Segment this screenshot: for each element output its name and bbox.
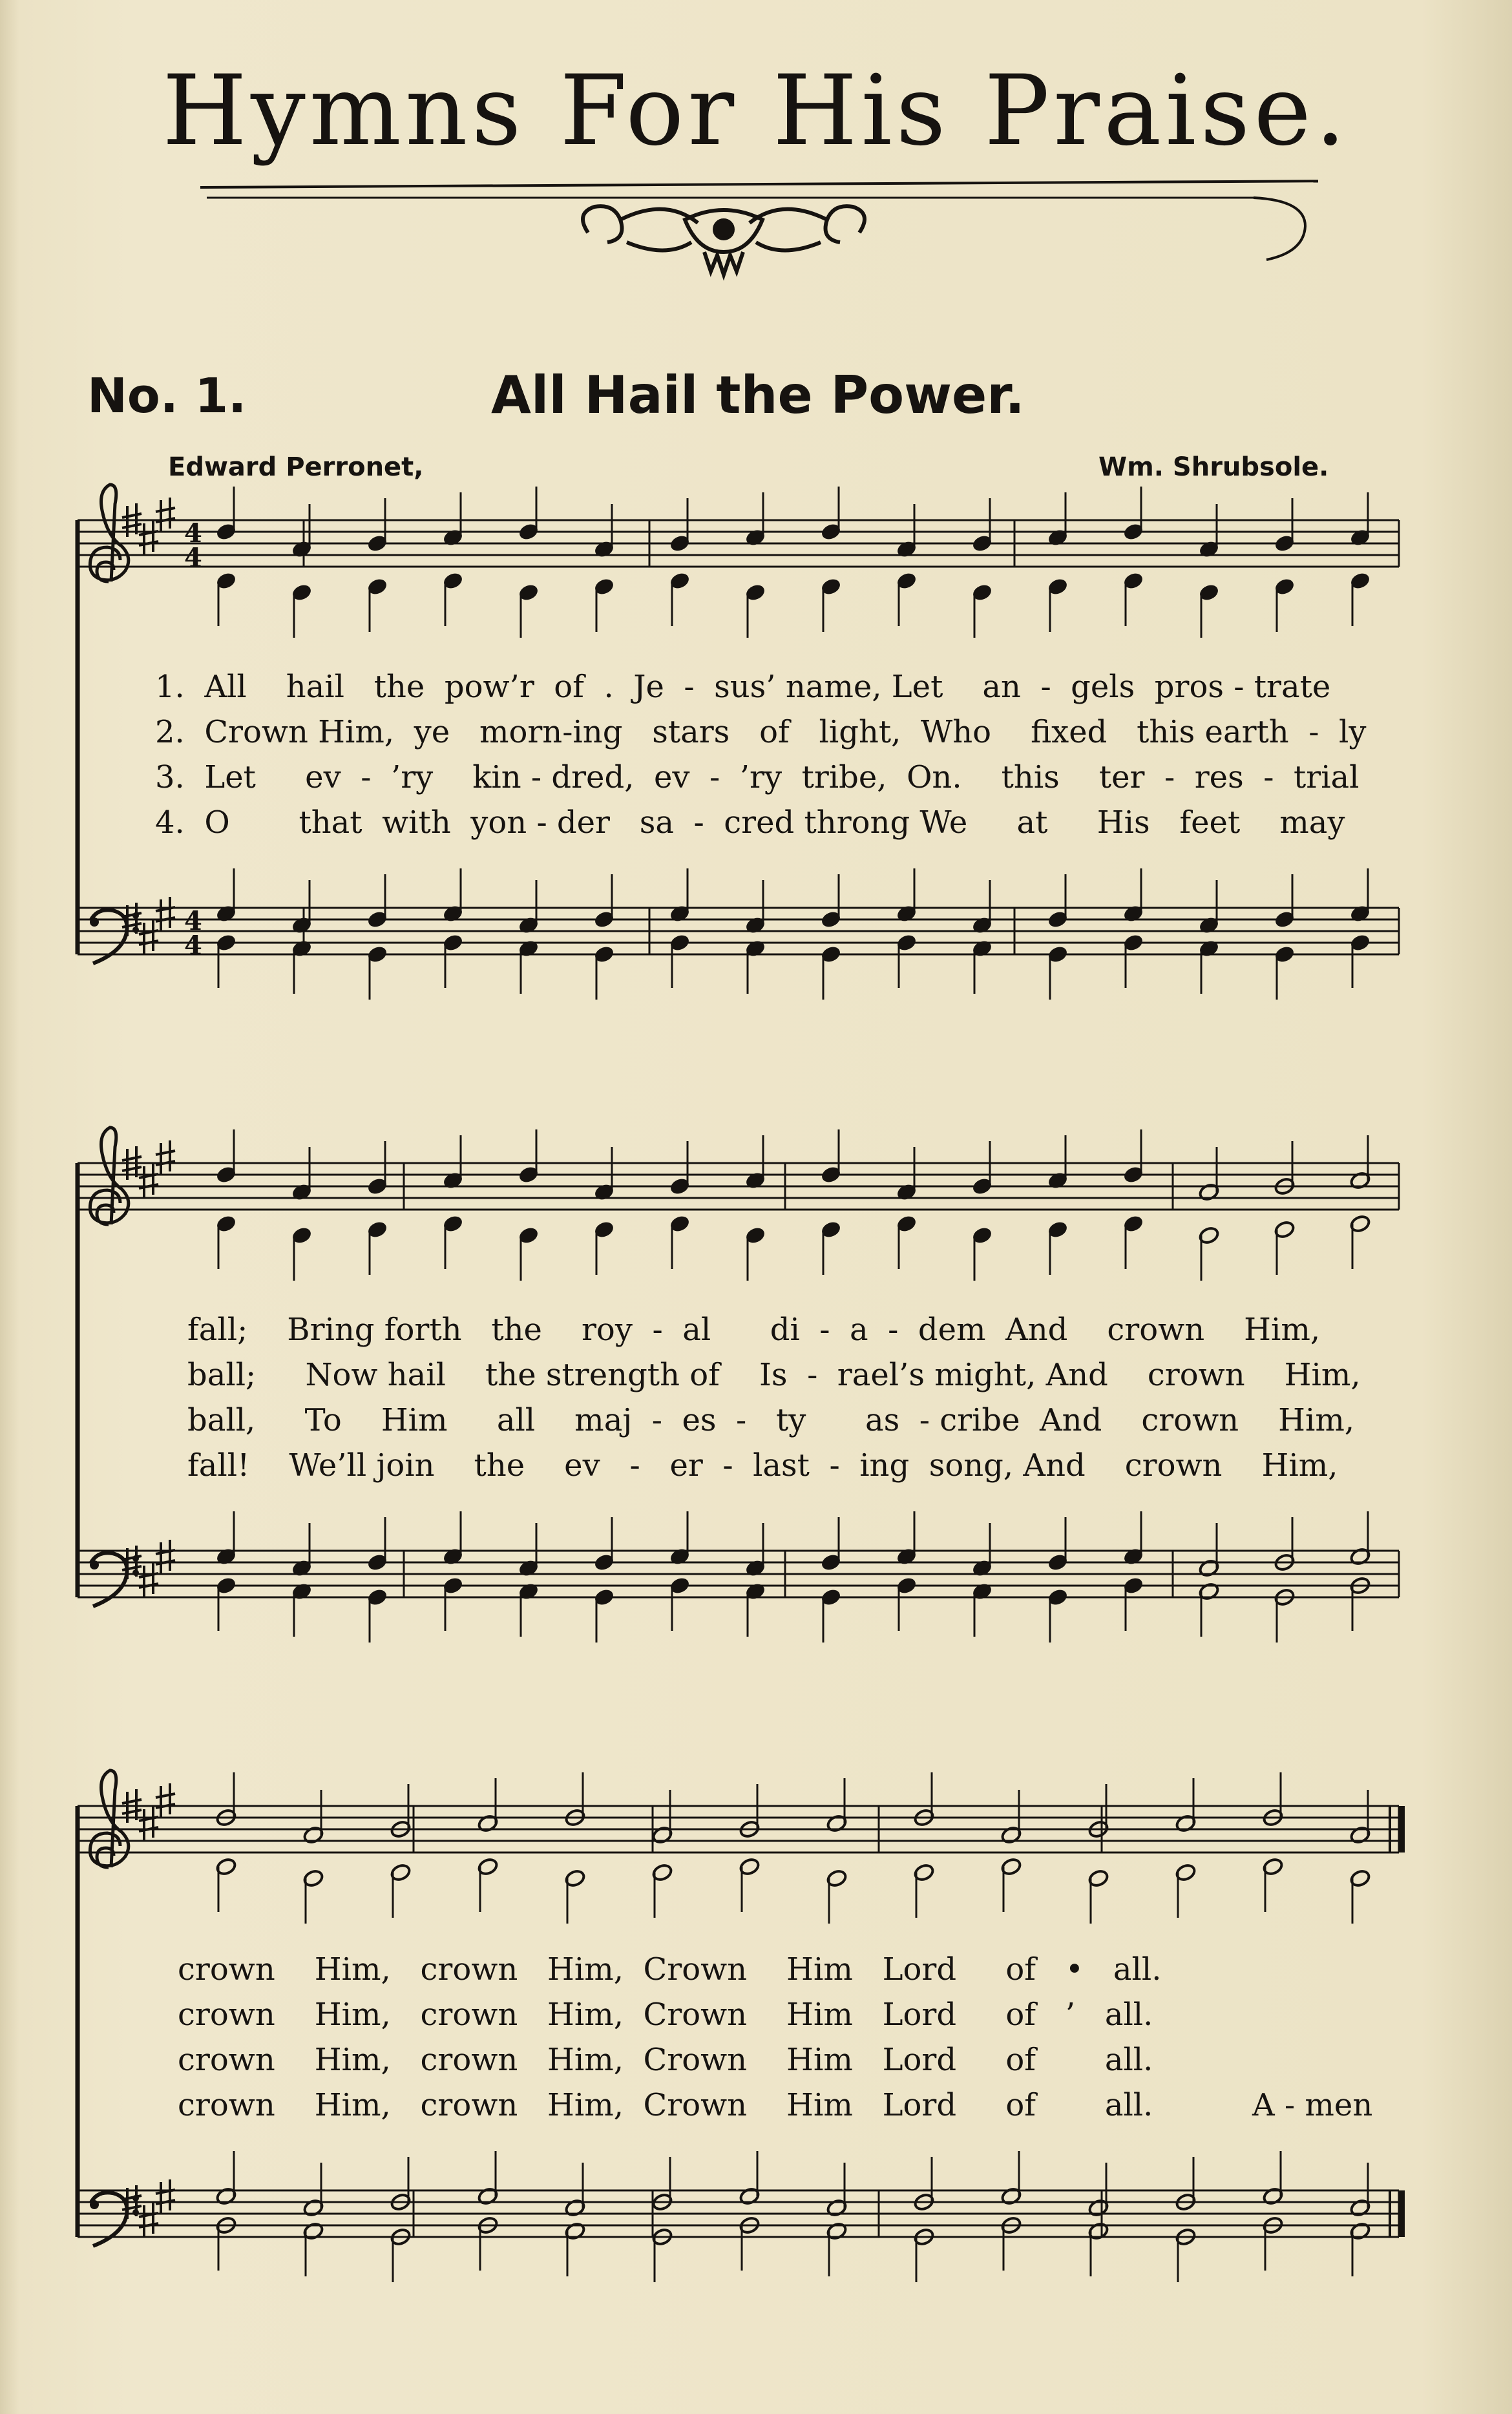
sharp-icon xyxy=(156,1140,175,1174)
lyric-line: 3. Let ev - ’ry kin - dred, ev - ’ry tribe, On. this ter - res - trial xyxy=(155,759,1360,795)
lyric-line: crown Him, crown Him, Crown Him Lord of all. xyxy=(178,2087,1153,2123)
sharp-icon xyxy=(156,1783,175,1817)
bass-clef-dot xyxy=(90,2200,99,2209)
bass-clef-dot xyxy=(90,918,99,927)
lyric-line: crown Him, crown Him, Crown Him Lord of all. xyxy=(178,2042,1153,2078)
amen-lyric: A - men xyxy=(1252,2087,1373,2123)
sharp-icon xyxy=(156,1540,175,1573)
book-title: Hymns For His Praise. xyxy=(162,55,1350,167)
lyric-line: crown Him, crown Him, Crown Him Lord of ’ all. xyxy=(178,1997,1153,2033)
time-signature-top: 4 xyxy=(184,906,202,936)
time-signature-top: 4 xyxy=(184,518,202,549)
sharp-icon xyxy=(156,897,175,930)
lyric-line: ball; Now hail the strength of Is - rael’s might, And crown Him, xyxy=(187,1357,1361,1393)
lyric-line: fall; Bring forth the roy - al di - a - dem And crown Him, xyxy=(187,1312,1321,1348)
lyric-line: 4. O that with yon - der sa - cred throng We at His feet may xyxy=(155,804,1345,841)
composer-credit: Wm. Shrubsole. xyxy=(1098,452,1329,482)
sharp-icon xyxy=(139,920,158,954)
hymn-title: All Hail the Power. xyxy=(491,365,1025,425)
lyric-line: crown Him, crown Him, Crown Him Lord of • all. xyxy=(178,1951,1162,1988)
sharp-icon xyxy=(139,1807,158,1840)
sharp-icon xyxy=(139,2203,158,2236)
sharp-icon xyxy=(139,521,158,554)
bass-clef-dot xyxy=(90,1560,99,1569)
hymn-number: No. 1. xyxy=(87,368,247,424)
sharp-icon xyxy=(139,1164,158,1197)
lyricist-credit: Edward Perronet, xyxy=(168,452,424,482)
sharp-icon xyxy=(156,2179,175,2213)
lyric-line: 1. All hail the pow’r of . Je - sus’ name, Let an - gels pros - trate xyxy=(155,669,1331,705)
lyric-line: fall! We’ll join the ev - er - last - ing song, And crown Him, xyxy=(187,1447,1338,1484)
time-signature-bottom: 4 xyxy=(184,930,202,961)
sharp-icon xyxy=(139,1563,158,1597)
lyric-line: ball, To Him all maj - es - ty as - cribe And crown Him, xyxy=(187,1402,1355,1438)
lyric-line: 2. Crown Him, ye morn-ing stars of light, Who fixed this earth - ly xyxy=(155,714,1367,750)
sharp-icon xyxy=(156,498,175,531)
time-signature-bottom: 4 xyxy=(184,543,202,573)
